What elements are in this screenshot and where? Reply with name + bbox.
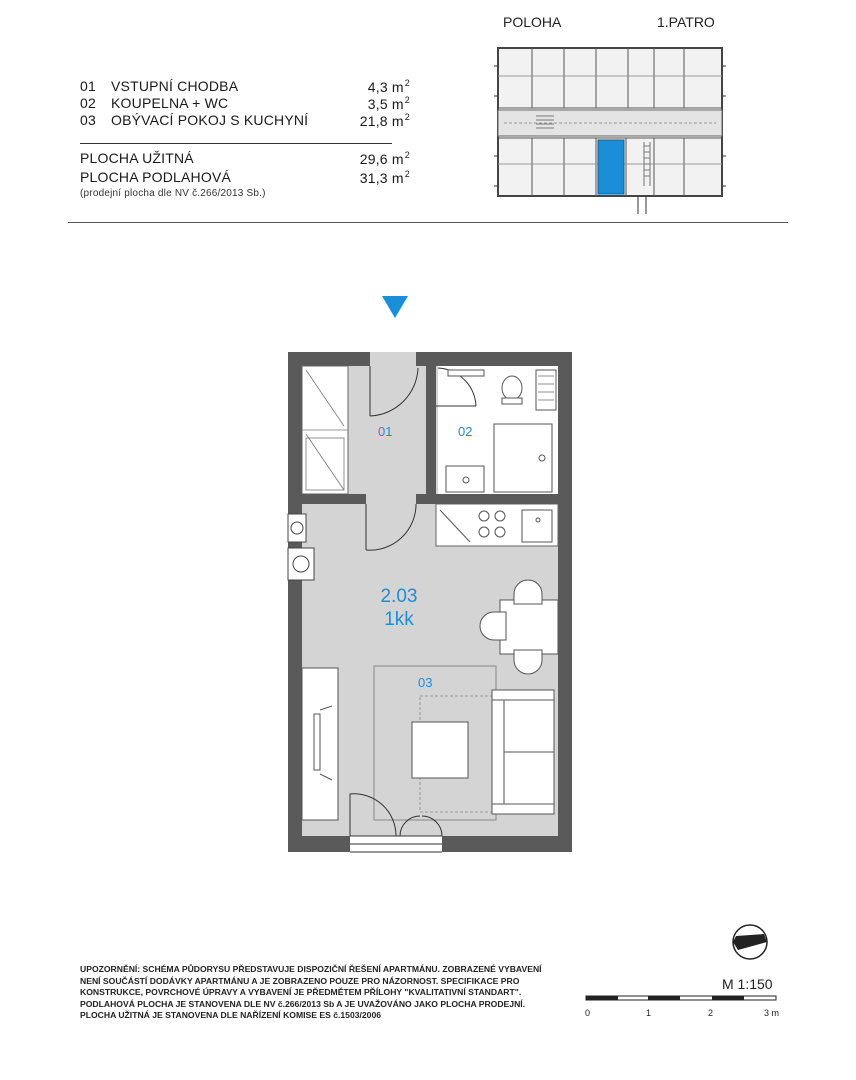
disclaimer-line: NENÍ SOUČÁSTÍ DODÁVKY APARTMÁNU A JE ZOBRAZENO POUZE PRO NÁZORNOST. SPECIFIKACE PRO (80, 975, 520, 986)
floor-plan (286, 350, 576, 856)
room-label-03: 03 (418, 675, 433, 690)
unit-type: 1kk (384, 609, 414, 630)
room-schedule (80, 78, 410, 129)
scale-tick-3: 3 m (764, 1008, 780, 1018)
scale-tick-0: 0 (585, 1008, 591, 1018)
room-label-01: 01 (378, 424, 393, 439)
area-totals (80, 150, 410, 199)
room-number: 03 (80, 112, 96, 128)
room-area: 3,5 $m^2$ (367, 95, 410, 112)
location-title: POLOHA (503, 14, 562, 30)
room-name: VSTUPNÍ CHODBA (111, 78, 239, 94)
north-arrow-icon (730, 922, 770, 962)
down-triangle-icon (380, 294, 410, 320)
disclaimer-line: UPOZORNĚNÍ: SCHÉMA PŮDORYSU PŘEDSTAVUJE DISPOZIČNÍ ŘEŠENÍ APARTMÁNU. ZOBRAZENÉ VYBAVENÍ (80, 964, 542, 974)
disclaimer (80, 964, 570, 1022)
room-row-03 (80, 112, 410, 129)
room-label-02: 02 (458, 424, 473, 439)
floor-area-label: PLOCHA PODLAHOVÁ (80, 169, 232, 185)
disclaimer-line: PODLAHOVÁ PLOCHA JE STANOVENA DLE NV č.266/2013 Sb A JE UVAŽOVÁNO JAKO PLOCHA PRODEJNÍ. (80, 998, 526, 1009)
scale-bar (584, 994, 780, 1006)
room-number: 01 (80, 78, 96, 94)
room-area: 4,3 $m^2$ (367, 78, 410, 95)
disclaimer-line: KONSTRUKCE, POVRCHOVÉ ÚPRAVY A VYBAVENÍ JE PŘEDMĚTEM PŘÍLOHY "KVALITATIVNÍ STANDART". (80, 987, 522, 997)
scale-tick-2: 2 (708, 1008, 714, 1018)
usable-area-label: PLOCHA UŽITNÁ (80, 150, 194, 166)
room-number: 02 (80, 95, 96, 111)
room-area: 21,8 $m^2$ (359, 112, 410, 129)
usable-area-value: 29,6 $m^2$ (359, 150, 410, 167)
disclaimer-line: PLOCHA UŽITNÁ JE STANOVENA DLE NAŘÍZENÍ KOMISE ES č.1503/2006 (80, 1010, 382, 1020)
floor-area-row (80, 169, 410, 188)
usable-area-row (80, 150, 410, 169)
sale-area-note: (prodejní plocha dle NV č.266/2013 Sb.) (80, 188, 266, 199)
highlighted-unit (598, 140, 624, 194)
scale-tick-1: 1 (646, 1008, 652, 1018)
unit-id: 2.03 (380, 586, 418, 607)
schedule-divider (80, 143, 392, 144)
floor-area-value: 31,3 $m^2$ (359, 169, 410, 186)
room-row-01 (80, 78, 410, 95)
floor-label: 1.PATRO (657, 14, 715, 30)
key-plan (494, 46, 726, 214)
room-name: KOUPELNA + WC (111, 95, 229, 111)
header-divider (68, 222, 788, 223)
scale-label: M 1:150 (722, 976, 773, 992)
room-row-02 (80, 95, 410, 112)
room-name: OBÝVACÍ POKOJ S KUCHYNÍ (111, 112, 309, 128)
